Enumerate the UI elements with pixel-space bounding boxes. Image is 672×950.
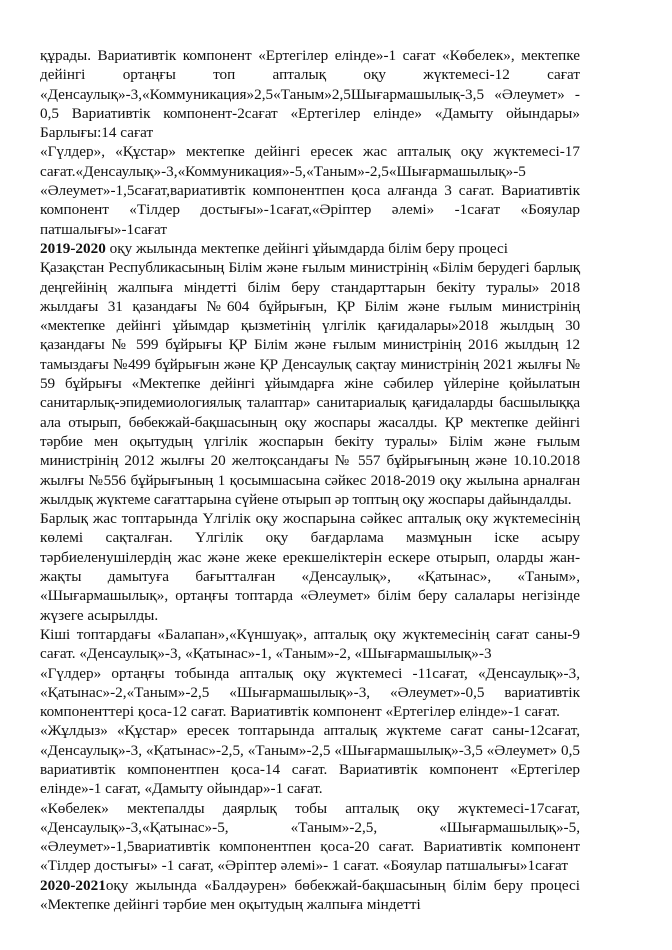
paragraph-text: оқу жылында «Балдәурен» бөбекжай-бақшасының білім беру процесі «Мектепке дейінгі тәрбие мен оқытудың жалпыға міндетті <box>40 876 580 914</box>
paragraph-text: Қазақстан Республикасының Білім және ғылым министрінің «Білім берудегі барлық деңгейінің жалпыға міндетті білім беру стандарттарын бекіту туралы» 2018 жылдағы 31 қазандағы №604 бұйрығын, ҚР Білім және ғылым министрінің «мектепке дейінгі ұйымдар қызметінің үлгілік қағидалары»2018 жылдың 30 қазандағы № 599 бұйрығы ҚР Білім және ғылым министрінің 2016 жылдың 12 тамыздағы №499 бұйрығын және ҚР Денсаулық сақтау министрінің 2021 жылғы № 59 бұйрығы «Мектепке дейінгі ұйымдарға жіне сәбилер үйлеріне қойылатын санитарлық-эпидемиологиялық талаптар» санитариалық қағидаларды басшылыққа ала отырып, бөбекжай-бақшасының оқу жоспары жасалды. ҚР мектепке дейінгі тәрбие мен оқытудың үлгілік жоспарын бекіту туралы» Білім және ғылым министрінің 2012 жылғы 20 желтоқсандағы № 557 бұйрығының және 10.10.2018 жылғы №556 бұйрығының 1 қосымшасына сәйкес 2018-2019 оқу жылына арналған жылдық жүктеме сағаттарына сүйене отырып әр топтың оқу жоспары дайындалды. <box>40 259 580 508</box>
paragraph-text: оқу жылында мектепке дейінгі ұйымдарда білім беру процесі <box>109 239 508 257</box>
paragraph-text: «Көбелек» мектепалды даярлық тобы апталық оқу жүктемесі-17сағат, «Денсаулық»-3,«Қатынас»-5, «Таным»-2,5, «Шығармашылық»-5, «Әлеумет»-1,5вариативтік компонентпен қоса-20 сағат. Вариативтік компонент «Тілдер достығы» -1 сағат, «Әріптер әлемі»- 1 сағат. «Бояулар патшалығы»1сағат <box>40 799 580 875</box>
section-heading-2020-2021 <box>40 876 580 914</box>
paragraph-junior-groups <box>40 625 580 664</box>
paragraph-text: «Жұлдыз» «Құстар» ересек топтарында апталық жүктеме сағат саны-12сағат, «Денсаулық»-3, «Қатынас»-2,5, «Таным»-2,5 «Шығармашылық»-3,5 «Әлеумет» 0,5 вариативтік компонентпен қоса-14 сағат. Вариативтік компонент «Ертегілер елінде»-1 сағат, «Дамыту ойындар»-1 сағат. <box>40 722 580 798</box>
paragraph-middle-group <box>40 664 580 722</box>
paragraph-text: «Гүлдер» ортаңғы тобында апталық оқу жүктемесі -11сағат, «Денсаулық»-3, «Қатынас»-2,«Таным»-2,5 «Шығармашылық»-3, «Әлеумет»-0,5 вариативтік компоненттері қоса-12 сағат. Вариативтік компонент «Ертегілер елінде»-1 сағат. <box>40 664 580 721</box>
section-heading-2019-2020 <box>40 239 580 258</box>
paragraph-variative-component <box>40 181 580 239</box>
paragraph-text: Барлық жас топтарында Үлгілік оқу жоспарына сәйкес апталық оқу жүктемесінің көлемі сақталған. Үлгілік оқу бағдарлама мазмұнын іске асыру тәрбиеленушілердің жас және жеке ерекшеліктерін ескере отырып, оларды жан-жақты дамытуға бағытталған «Денсаулық», «Қатынас», «Таным», «Шығармашылық», ортаңғы топтарда «Әлеумет» білім беру салалары негізінде жүзеге асырылды. <box>40 510 580 624</box>
paragraph-text: құрады. Вариативтік компонент «Ертегілер елінде»-1 сағат «Көбелек», мектепке дейінгі ортаңғы топ апталық оқу жүктемесі-12 сағат «Денсаулық»-3,«Коммуникация»2,5«Таным»2,5Шығармашылық-3,5 «Әлеумет» - 0,5 Вариативтік компонент-2сағат «Ертегілер елінде» «Дамыту ойындары» Барлығы:14 сағат <box>40 47 580 142</box>
paragraph-regulations <box>40 258 580 509</box>
paragraph-senior-groups <box>40 721 580 798</box>
year-range-bold: 2019-2020 <box>40 239 110 257</box>
paragraph-text: Кіші топтардағы «Балапан»,«Күншуақ», апталық оқу жүктемесінің сағат саны-9 сағат. «Денсаулық»-3, «Қатынас»-1, «Таным»-2, «Шығармашылық»-3 <box>40 625 580 663</box>
year-range-bold: 2020-2021 <box>40 876 106 894</box>
paragraph-weekly-load-intro <box>40 46 580 142</box>
paragraph-text: «Әлеумет»-1,5сағат,вариативтік компонентпен қоса алғанда 3 сағат. Вариативтік компонент «Тілдер достығы»-1сағат,«Әріптер әлемі» -1сағат «Бояулар патшалығы»-1сағат <box>40 182 580 238</box>
paragraph-text: «Гүлдер», «Құстар» мектепке дейінгі ересек жас апталық оқу жүктемесі-17 сағат.«Денсаулық»-3,«Коммуникация»-5,«Таным»-2,5«Шығармашылық»-5 <box>40 143 580 180</box>
document-body <box>40 46 580 914</box>
paragraph-age-groups <box>40 509 580 625</box>
paragraph-guldar-kustar <box>40 142 580 181</box>
paragraph-preschool-group <box>40 799 580 876</box>
